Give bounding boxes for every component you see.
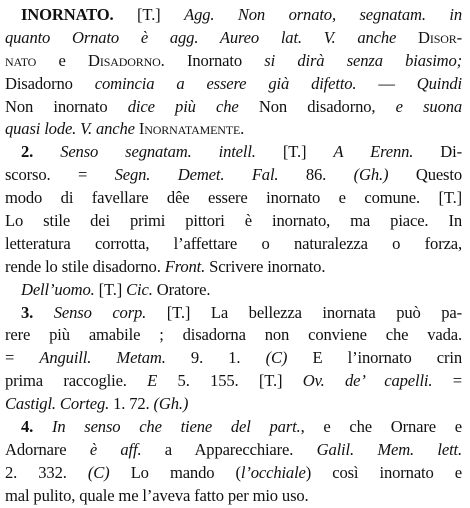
text-run: ) così inornato e: [305, 462, 462, 482]
entry-line: [5, 210, 462, 233]
text-run: Disadorno: [5, 73, 95, 93]
text-run: dice più che: [127, 96, 239, 116]
text-run: E l’inornato crin: [287, 348, 462, 368]
text-run: mal pulito, quale me l’aveva fatto per mio uso.: [5, 485, 309, 505]
entry-line: [5, 393, 462, 416]
text-run: —: [356, 73, 417, 93]
text-run: Disor-: [418, 27, 462, 47]
text-run: e suona: [395, 96, 462, 116]
text-run: (Gh.): [353, 165, 389, 185]
entry-line: [5, 302, 462, 325]
text-run: Lo stile dei primi pittori è inornato, ma piace. In: [5, 211, 462, 231]
entry-line: [5, 50, 462, 73]
headword: INORNATO.: [21, 5, 114, 24]
text-run: Scrivere inornato.: [205, 256, 326, 276]
text-run: [T.] La bellezza inornata può pa-: [146, 302, 462, 322]
text-run: Lo mando (: [109, 462, 241, 482]
text-run: Dell’uomo.: [21, 279, 95, 299]
text-run: comincia a essere già difetto.: [94, 73, 357, 93]
entry-line: [5, 141, 462, 164]
entry-line: [5, 279, 462, 302]
text-run: Quindi: [416, 73, 462, 93]
text-run: rere più amabile ; disadorna non conviene che vada.: [5, 325, 462, 345]
entry-line: [5, 370, 462, 393]
text-run: E: [147, 371, 158, 391]
text-run: Segn. Demet. Fal.: [114, 165, 279, 185]
text-run: modo di favellare dêe essere inornato e comune. [T.]: [5, 188, 462, 208]
text-run: Non disadorno,: [238, 96, 396, 116]
text-run: 5. 155. [T.]: [157, 371, 303, 391]
text-run: è aff.: [89, 439, 142, 459]
text-run: quasi lode. V. anche: [5, 119, 139, 139]
text-run: rende lo stile disadorno.: [5, 256, 165, 276]
text-run: Inornatamente: [138, 119, 241, 139]
text-run: Cic.: [126, 279, 153, 299]
text-run: (C): [87, 462, 110, 482]
text-run: scorso. =: [5, 165, 115, 185]
text-run: . Inornato: [160, 50, 265, 70]
entry-line: [5, 27, 462, 50]
entry-line: [5, 485, 462, 508]
entry-line: [5, 416, 462, 439]
text-run: 86.: [278, 165, 354, 185]
text-run: [T.]: [94, 279, 127, 299]
text-run: Front.: [164, 256, 206, 276]
sense-number: 4.: [21, 417, 52, 437]
sense-number: 3.: [21, 302, 54, 322]
text-run: 9. 1.: [165, 348, 266, 368]
text-run: Ov. de’ capelli.: [302, 371, 433, 391]
text-run: In senso che tiene del part.: [51, 417, 301, 437]
text-run: letteratura corrotta, l’affettare o naturalezza o forza,: [5, 233, 462, 253]
text-run: (C): [265, 348, 288, 368]
entry-line: [5, 4, 462, 27]
text-run: =: [5, 348, 40, 368]
text-run: Disadorno: [88, 50, 161, 70]
entry-line: [5, 73, 462, 96]
text-run: a Apparecchiare.: [141, 439, 317, 459]
entry-line: [5, 324, 462, 347]
text-run: nato: [5, 50, 37, 70]
sense-number: 2.: [21, 142, 61, 162]
text-run: , e che Ornare e: [300, 417, 462, 437]
text-run: Di-: [413, 142, 462, 162]
entry-line: [5, 187, 462, 210]
text-run: Oratore.: [152, 279, 211, 299]
text-run: .: [240, 119, 245, 139]
entry-line: [5, 96, 462, 119]
text-run: Adornare: [5, 439, 90, 459]
text-run: =: [432, 371, 462, 391]
entry-line: [5, 256, 462, 279]
text-run: l’occhiale: [240, 462, 306, 482]
text-run: Senso segnatam. intell.: [60, 142, 256, 162]
text-run: [T.]: [255, 142, 334, 162]
text-run: Questo: [388, 165, 462, 185]
entry-line: [5, 164, 462, 187]
text-run: Senso corp.: [53, 302, 147, 322]
text-run: (Gh.): [153, 394, 189, 414]
entry-line: [5, 462, 462, 485]
entry-line: [5, 439, 462, 462]
text-run: Agg. Non ornato, segnatam. in: [184, 5, 462, 24]
text-run: Galil. Mem. lett.: [316, 439, 462, 459]
entry-line: [5, 233, 462, 256]
entry-line: [5, 118, 462, 141]
text-run: Non inornato: [5, 96, 128, 116]
text-run: si dirà senza biasimo;: [264, 50, 462, 70]
text-run: A Erenn.: [333, 142, 414, 162]
text-run: Castigl. Corteg.: [5, 394, 110, 414]
text-run: quanto Ornato è agg. Aureo lat. V. anche: [5, 27, 419, 47]
entry-line: [5, 347, 462, 370]
text-run: e: [36, 50, 89, 70]
text-run: 2. 332.: [5, 462, 88, 482]
text-run: [T.]: [113, 5, 185, 24]
text-run: Anguill. Metam.: [39, 348, 166, 368]
text-run: prima raccoglie.: [5, 371, 148, 391]
text-run: 1. 72.: [109, 394, 154, 414]
